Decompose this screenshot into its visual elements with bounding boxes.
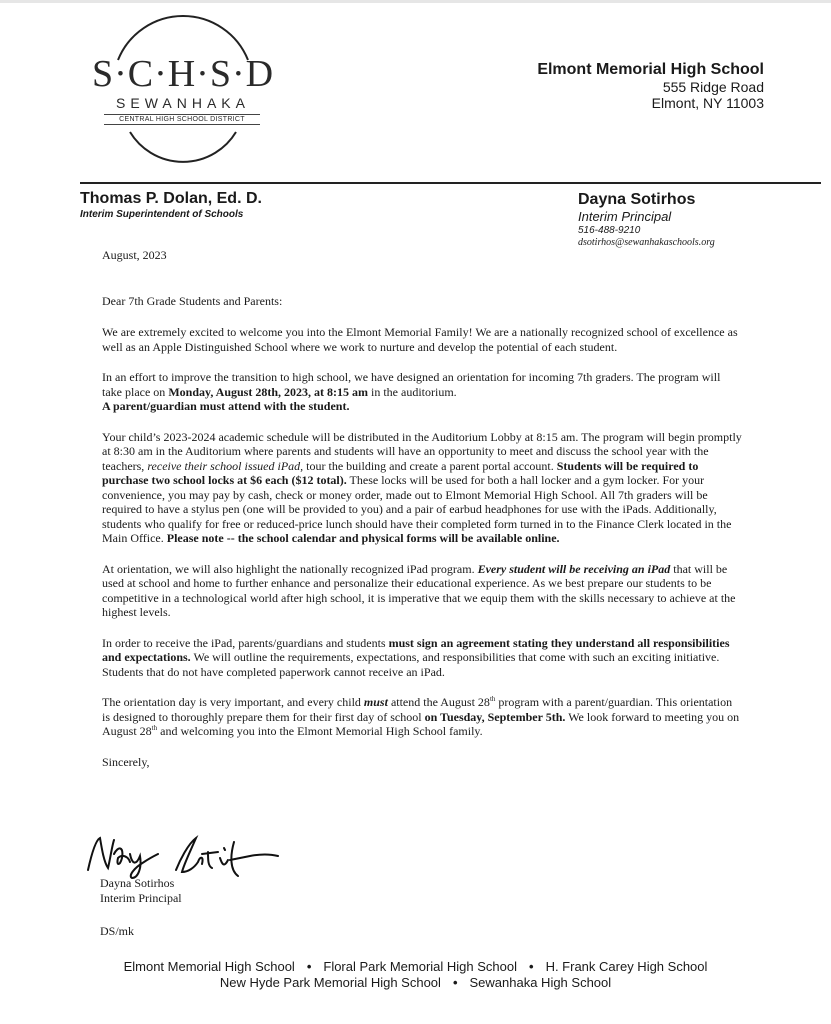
paragraph-schedule xyxy=(102,430,742,546)
letter-body xyxy=(102,248,742,769)
importance-text-5: and welcoming you into the Elmont Memorial High School family. xyxy=(157,724,483,738)
must-emphasis: must xyxy=(363,695,388,709)
paragraph-welcome-text: We are extremely excited to welcome you into the Elmont Memorial Family! We are a nationally recognized school of excellence as well as an Apple Distinguished School where we work to nurture and develop the potential of each student. xyxy=(102,325,738,354)
handwritten-signature xyxy=(84,832,280,882)
online-forms-notice: Please note -- the school calendar and physical forms will be available online. xyxy=(166,531,560,545)
signer-block xyxy=(100,876,182,906)
salutation: Dear 7th Grade Students and Parents: xyxy=(102,293,283,308)
school-street: 555 Ridge Road xyxy=(662,79,764,95)
agreement-emphasis: must sign an agreement stating they understand all responsibilities and expectations. xyxy=(102,635,730,664)
logo-letters: S·C·H·S·D xyxy=(91,53,275,95)
footer-school: New Hyde Park Memorial High School xyxy=(219,975,441,990)
ipad-issue-note: receive their school issued iPad, xyxy=(147,458,304,473)
header-divider xyxy=(80,182,821,184)
ipad-program-text-2: that will be used at school and home to further enhance and personalize their educational experience. As we best prepare our students to be competitive in a technological world after high school, it is imperative that we equip them with the skills necessary to achieve at the highest levels. xyxy=(102,561,736,619)
importance-text: The orientation day is very important, and every child xyxy=(102,695,364,709)
superintendent-name: Thomas P. Dolan, Ed. D. xyxy=(80,190,262,207)
importance-text-2: attend the August 28 xyxy=(387,695,490,709)
paragraph-welcome xyxy=(102,325,742,354)
footer-separator: • xyxy=(452,975,458,990)
paragraph-orientation xyxy=(102,370,742,414)
parent-attendance-notice: A parent/guardian must attend with the student. xyxy=(102,399,350,413)
footer-school: Sewanhaka High School xyxy=(469,975,612,990)
signer-title: Interim Principal xyxy=(100,891,182,905)
principal-title: Interim Principal xyxy=(578,209,672,224)
footer-schools xyxy=(0,959,831,991)
orientation-location: in the auditorium. xyxy=(368,384,457,399)
first-day-date: on Tuesday, September 5th. xyxy=(424,709,566,724)
principal-name: Dayna Sotirhos xyxy=(578,191,696,208)
logo-subtitle: CENTRAL HIGH SCHOOL DISTRICT xyxy=(104,114,260,125)
superintendent-block xyxy=(80,189,262,222)
ipad-emphasis: Every student will be receiving an iPad xyxy=(477,561,671,576)
paragraph-importance xyxy=(102,695,742,739)
agreement-text: In order to receive the iPad, parents/guardians and students xyxy=(102,635,389,650)
typist-initials: DS/mk xyxy=(100,924,135,938)
footer-school: Elmont Memorial High School xyxy=(123,959,295,974)
footer-school: H. Frank Carey High School xyxy=(545,959,708,974)
footer-separator: • xyxy=(306,959,312,974)
principal-email: dsotirhos@sewanhakaschools.org xyxy=(578,237,715,248)
ipad-program-text: At orientation, we will also highlight the nationally recognized iPad program. xyxy=(102,561,478,576)
ordinal-suffix: th xyxy=(151,724,158,732)
schedule-text-2: tour the building and create a parent portal account. xyxy=(303,458,557,473)
logo-district-name: SEWANHAKA xyxy=(116,95,250,111)
footer-line-1 xyxy=(0,959,831,975)
schedule-text: Your child’s 2023-2024 academic schedule will be distributed in the Auditorium Lobby at 8:15 am. The program will begin promptly at 8:30 am in the Auditorium where parents and students will have an opportunity to meet and discuss the school year with the teachers, xyxy=(102,429,742,473)
schedule-text-3: These locks will be used for both a hall locker and a gym locker. For your convenience, you may pay by cash, check or money order, made out to Elmont Memorial High School. All 7th graders will be required to have a stylus pen (one will be provided to you) and a pair of earbud headphones for use with the iPads. Additionally, students who qualify for free or reduced-price lunch should have their completed form turned in to the Finance Clerk located in the Main Office. xyxy=(102,473,732,545)
school-city: Elmont, NY 11003 xyxy=(651,95,764,111)
school-name: Elmont Memorial High School xyxy=(537,61,764,78)
top-edge-shade xyxy=(0,0,831,3)
letter-date: August, 2023 xyxy=(102,248,167,262)
orientation-date: Monday, August 28th, 2023, at 8:15 am xyxy=(168,384,368,399)
footer-separator: • xyxy=(529,959,534,974)
school-address xyxy=(537,60,764,111)
orientation-text: In an effort to improve the transition to high school, we have designed an orientation for incoming 7th graders. The program will take place on xyxy=(102,370,721,399)
importance-text-4: We look forward to meeting you on August 28 xyxy=(102,709,740,738)
agreement-text-2: We will outline the requirements, expectations, and responsibilities that come with such an exciting initiative. Students that do not have completed paperwork cannot receive an iPad. xyxy=(102,650,720,679)
footer-line-2 xyxy=(0,975,831,991)
principal-block xyxy=(578,190,715,249)
closing: Sincerely, xyxy=(102,754,150,769)
paragraph-ipad-program xyxy=(102,562,742,620)
superintendent-title: Interim Superintendent of Schools xyxy=(80,209,244,220)
principal-phone: 516-488-9210 xyxy=(578,225,641,236)
ordinal-suffix: th xyxy=(489,695,496,703)
footer-school: Floral Park Memorial High School xyxy=(323,959,517,974)
importance-text-3: program with a parent/guardian. This orientation is designed to thoroughly prepare them for their first day of school xyxy=(102,695,733,724)
paragraph-agreement xyxy=(102,636,742,680)
signer-name: Dayna Sotirhos xyxy=(100,876,175,890)
locks-notice: Students will be required to purchase two school locks at $6 each ($12 total). xyxy=(102,458,699,487)
district-logo xyxy=(78,14,288,164)
